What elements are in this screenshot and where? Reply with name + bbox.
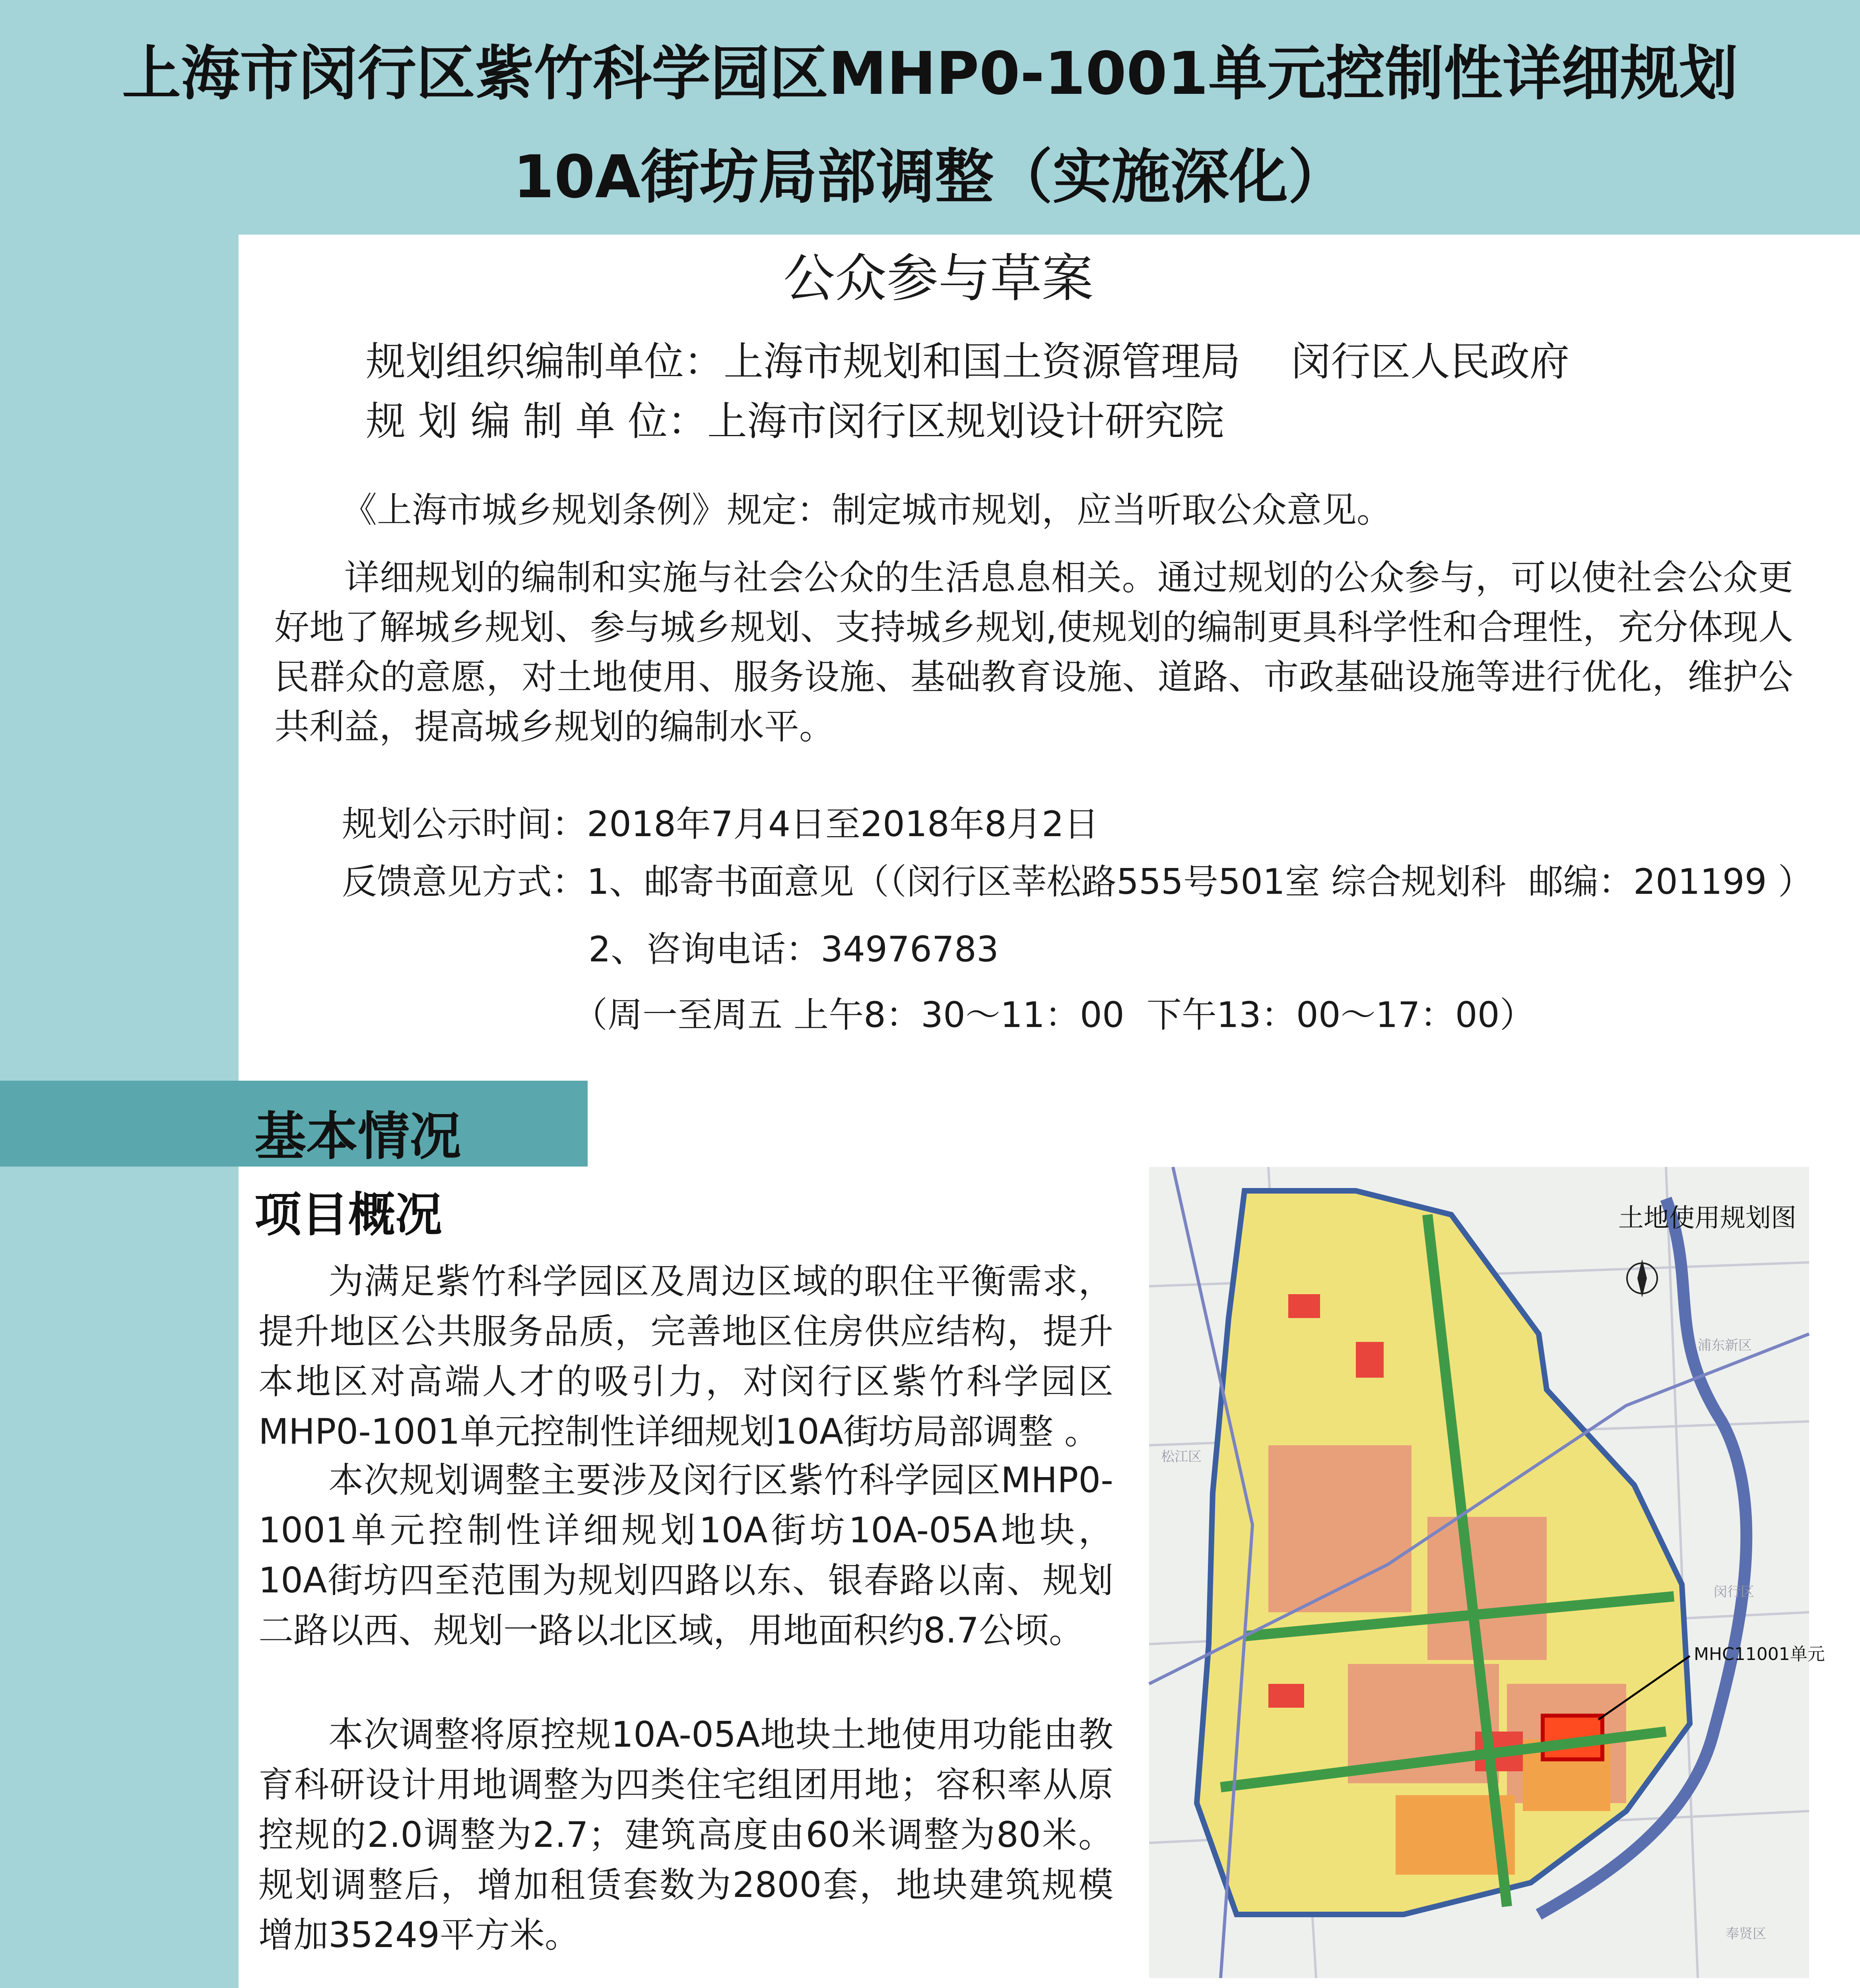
map1-district-fengxian: 奉贤区 [1726, 1926, 1766, 1942]
organizer-line: 规划组织编制单位：上海市规划和国土资源管理局 闵行区人民政府 [366, 338, 1570, 385]
section-band [0, 1081, 588, 1167]
map1-title: 土地使用规划图 [1618, 1204, 1796, 1233]
land-use-map-graphic [1149, 1167, 1825, 1978]
page-title-line1: 上海市闵行区紫竹科学园区MHP0-1001单元控制性详细规划 [122, 39, 1738, 108]
overview-para1: 为满足紫竹科学园区及周边区域的职住平衡需求，提升地区公共服务品质，完善地区住房供应结构，提升本地区对高端人才的吸引力，对闵行区紫竹科学园区 MHP0-1001单元控制性详细规划10A街坊局部调整 。 [258, 1261, 1113, 1452]
notice-heading: 公众参与草案 [783, 248, 1093, 309]
map1-district-pudong: 浦东新区 [1698, 1338, 1752, 1353]
feedback-mail: 反馈意见方式：1、邮寄书面意见（（闵行区莘松路555号501室 综合规划科 邮编：201199 ） [342, 861, 1813, 902]
section-title: 基本情况 [254, 1106, 462, 1167]
overview-para2: 本次规划调整主要涉及闵行区紫竹科学园区MHP0-1001单元控制性详细规划10A街坊10A-05A地块，10A街坊四至范围为规划四路以东、银春路以南、规划二路以西、规划一路以北区域，用地面积约8.7公顷。 [258, 1460, 1113, 1651]
feedback-phone: 2、咨询电话：34976783 [588, 929, 999, 970]
preparer-line: 规 划 编 制 单 位：上海市闵行区规划设计研究院 [366, 398, 1224, 445]
map1-district-minhang: 闵行区 [1714, 1584, 1754, 1600]
overview-para3: 本次调整将原控规10A-05A地块土地使用功能由教育科研设计用地调整为四类住宅组团用地；容积率从原控规的2.0调整为2.7；建筑高度由60米调整为80米。规划调整后，增加租赁套数为2800套，地块建筑规模增加35249平方米。 [258, 1714, 1113, 1955]
notice-para2: 详细规划的编制和实施与社会公众的生活息息相关。通过规划的公众参与，可以使社会公众更好地了解城乡规划、参与城乡规划、支持城乡规划,使规划的编制更具科学性和合理性，充分体现人民群众的意愿，对土地使用、服务设施、基础教育设施、道路、市政基础设施等进行优化，维护公共利益，提高城乡规划的编制水平。 [274, 557, 1793, 747]
page-title-line2: 10A街坊局部调整（实施深化） [513, 143, 1347, 211]
map1-unit-label: MHC11001单元 [1694, 1644, 1825, 1664]
map1-district-songjiang: 松江区 [1161, 1449, 1202, 1465]
land-use-map [1149, 1167, 1825, 1978]
office-hours: （周一至周五 上午8：30～11：00 下午13：00～17：00） [573, 994, 1535, 1035]
publication-period: 规划公示时间：2018年7月4日至2018年8月2日 [342, 804, 1099, 845]
overview-heading: 项目概况 [254, 1187, 443, 1242]
basis-heading [254, 1984, 442, 1988]
notice-para1: 《上海市城乡规划条例》规定：制定城市规划，应当听取公众意见。 [342, 489, 1392, 530]
